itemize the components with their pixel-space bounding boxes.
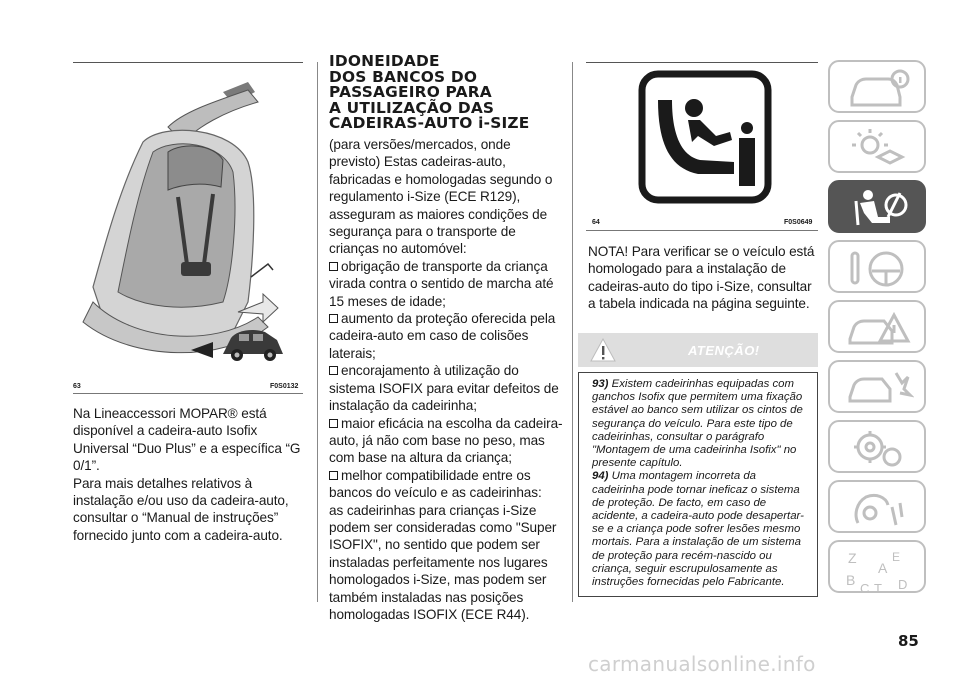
page-number: 85	[898, 632, 919, 650]
index-letter: C	[860, 581, 870, 595]
tab-technical-data[interactable]	[828, 480, 926, 533]
bullet-item: obrigação de transporte da criança virada contra o sentido de marcha até 15 meses de idade;	[329, 258, 554, 309]
warning-item: 93) Existem cadeirinhas equipadas com ganchos Isofix que permitem uma fixação estável ao banco sem utilizar os cintos de segurança do veículo. Para este tipo de cadeirinhas, consultar o parágrafo "Montagem de uma cadeirinha Isofix" no presente capítulo.	[592, 378, 803, 470]
index-letter: B	[846, 572, 856, 588]
checkbox-bullet-icon	[329, 366, 338, 375]
car-crash-icon	[844, 367, 914, 411]
tab-maintenance[interactable]	[828, 420, 926, 473]
heading-line: A UTILIZAÇÃO DAS	[329, 98, 495, 117]
index-letter: Z	[848, 550, 857, 566]
technical-data-icon	[844, 487, 914, 531]
figure-code: F0S0649	[784, 219, 813, 226]
index-letter: E	[892, 550, 901, 564]
car-warning-icon	[844, 307, 914, 351]
column-divider-2	[572, 62, 573, 602]
index-letter: T	[874, 581, 882, 595]
bullet-item: aumento da proteção oferecida pela cadeira-auto em caso de colisões laterais;	[329, 311, 556, 361]
tab-warnings[interactable]	[828, 300, 926, 353]
maintenance-icon	[844, 427, 914, 471]
heading-line: DOS BANCOS DO	[329, 67, 478, 86]
tab-lights[interactable]	[828, 120, 926, 173]
bullet-item: encorajamento à utilização do sistema ISOFIX para evitar defeitos de instalação da cadeirinha;	[329, 363, 559, 414]
figure-code: F0S0132	[270, 383, 299, 390]
checkbox-bullet-icon	[329, 314, 338, 323]
top-rule-left	[73, 62, 303, 63]
index-letter: A	[878, 560, 888, 576]
details-paragraph: Para mais detalhes relativos à instalação e/ou uso da cadeira-auto, consultar o “Manual de instruções” fornecido junto com a cadeira-auto.	[73, 475, 289, 543]
closing-paragraph: as cadeirinhas para crianças i-Size podem ser consideradas como "Super ISOFIX", no sentido que podem ser instaladas perfeitamente nos lugares homologados i-Size, mas podem ser também instaladas nas posições homologadas ISOFIX (ECE R44).	[329, 502, 557, 622]
watermark: carmanualsonline.info	[588, 652, 816, 676]
checkbox-bullet-icon	[329, 262, 338, 271]
warning-title: ATENÇÃO!	[688, 343, 760, 358]
tab-in-emergency[interactable]	[828, 360, 926, 413]
middle-text	[329, 136, 564, 623]
child-seat-figure	[73, 72, 303, 372]
isize-symbol-figure	[638, 70, 772, 204]
section-heading	[329, 54, 559, 132]
warning-triangle-icon	[590, 338, 616, 362]
bullet-item: maior eficácia na escolha da cadeira-auto, já não com base no peso, mas com base na altura da criança;	[329, 415, 563, 466]
checkbox-bullet-icon	[329, 419, 338, 428]
warning-box	[578, 372, 818, 597]
warning-item: 94) Uma montagem incorreta da cadeirinha pode tornar ineficaz o sistema de proteção. De facto, em caso de acidente, a cadeira-auto pode desapertar-se e a criança pode sofrer lesões mesmo mortais. Para a instalação de um sistema de proteção para recém-nascido ou criança, seguir escrupulosamente as instruções fornecidas pelo Fabricante.	[592, 470, 804, 589]
left-text	[73, 405, 305, 544]
tab-starting-driving[interactable]	[828, 240, 926, 293]
lights-icon	[844, 127, 914, 171]
intro-paragraph: Na Lineaccessori MOPAR® está disponível a cadeira-auto Isofix Universal “Duo Plus” e a específica “G 0/1”.	[73, 406, 301, 474]
top-rule-right	[586, 62, 818, 63]
checkbox-bullet-icon	[329, 471, 338, 480]
tab-safety[interactable]	[828, 180, 926, 233]
caption-rule	[73, 393, 303, 394]
car-info-icon	[844, 67, 914, 111]
seat-safety-icon	[844, 187, 914, 231]
column-divider-1	[317, 62, 318, 602]
figure-number: 63	[73, 383, 81, 390]
steering-key-icon	[844, 247, 914, 291]
index-letter: D	[898, 577, 908, 592]
heading-line: CADEIRAS-AUTO i-SIZE	[329, 114, 530, 133]
alphabet-index-icon	[844, 547, 914, 595]
tab-index[interactable]	[828, 540, 926, 593]
heading-line: IDONEIDADE	[329, 52, 440, 70]
figure-number: 64	[592, 219, 600, 226]
caption-rule	[586, 230, 818, 231]
bullet-item: melhor compatibilidade entre os bancos do veículo e as cadeirinhas:	[329, 467, 542, 501]
note-text: NOTA! Para verificar se o veículo está homologado para a instalação de cadeiras-auto do tipo i-Size, consultar a tabela indicada na página seguinte.	[588, 244, 815, 312]
tab-car-info[interactable]	[828, 60, 926, 113]
isize-intro: (para versões/mercados, onde previsto) Estas cadeiras-auto, fabricadas e homologadas segundo o regulamento i-Size (ECE R129), asseguram as maiores condições de segurança para o transporte de crianças no automóvel:	[329, 137, 553, 257]
heading-line: PASSAGEIRO PARA	[329, 83, 492, 102]
